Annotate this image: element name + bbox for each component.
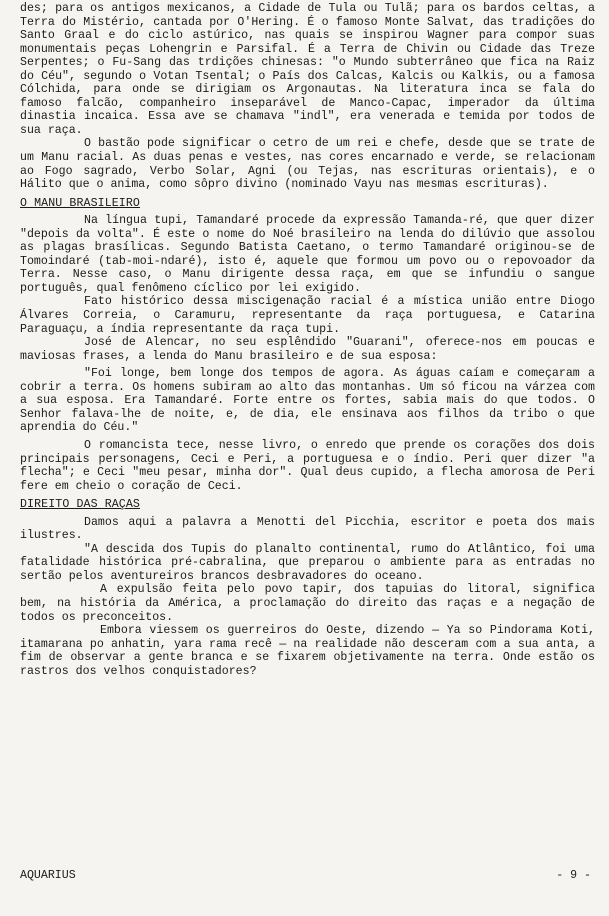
paragraph-legends: des; para os antigos mexicanos, a Cidade de Tula ou Tulã; para os bardos celtas, a Terra do Mistério, cantada por O'Hering. É o famoso Monte Salvat, das tradições do Santo Graal e do ciclo astúrico, nas quais se inspirou Wagner para compor suas monumentais peças Lohengrin e Parsifal. É a Terra de Chivin ou Cidade das Treze Serpentes; o Fu-Sang das trdições chinesas: "o Mundo subterrâneo que fica na Raiz do Céu", segundo o Votan Tsental; o País dos Calcas, Kalcis ou Kalkis, ou a famosa Cólchida, para onde se dirigiam os Argonautas. Na literatura inca se fala do famoso falcão, companheiro inseparável de Manco-Capac, imperador da última dinastia incaica. Essa ave se chamava "indl", era venerada e temida por todos de sua raça. xyxy=(20,2,595,137)
paragraph-guerreiros: Embora viessem os guerreiros do Oeste, dizendo — Ya so Pindorama Koti, itamarana po anhatin, yara rama recê — na realidade não desceram com a sua anta, a fim de observar a gente branca e se fixarem objetivamente na terra. Onde estão os rastros dos velhos conquistadores? xyxy=(20,624,595,678)
paragraph-romancista: O romancista tece, nesse livro, o enredo que prende os corações dos dois principais personagens, Ceci e Peri, a portuguesa e o índio. Peri quer dizer "a flecha"; e Ceci "meu pesar, minha dor". Qual deus cupido, a flecha amorosa de Peri fere em cheio o coração de Ceci. xyxy=(20,438,595,493)
page-number: - 9 - xyxy=(556,869,591,882)
footer-publication: AQUARIUS xyxy=(20,869,76,882)
page-footer xyxy=(20,869,591,883)
heading-direito-das-racas: DIREITO DAS RAÇAS xyxy=(20,498,140,512)
paragraph-bastao: O bastão pode significar o cetro de um rei e chefe, desde que se trate de um Manu racial. As duas penas e vestes, nas cores encarnado e verde, se relacionam ao Fogo sagrado, Verbo Solar, Agni (ou Tejas, nas escrituras orientais), e o Hálito que o anima, como sôpro divino (nominado Vayu nas mesmas escrituras). xyxy=(20,137,595,192)
paragraph-tamandare: Na língua tupi, Tamandaré procede da expressão Tamanda-ré, que quer dizer "depois da volta". É este o nome do Noé brasileiro na lenda do dilúvio que assolou as plagas brasílicas. Segundo Batista Caetano, o termo Tamandaré originou-se de Tomoindaré (tab-moi-ndaré), isto é, aquele que formou um povo ou o repovoador da Terra. Nesse caso, o Manu dirigente dessa raça, em que se infundiu o sangue português, qual fenômeno cíclico por lei exigido. xyxy=(20,214,595,295)
quote-tupis: "A descida dos Tupis do planalto continental, rumo do Atlântico, foi uma fatalidade histórica pré-cabralina, que preparou o ambiente para as entradas no sertão pelos aventureiros brancos desbravadores do oceano. xyxy=(20,542,595,583)
heading-manu-brasileiro: O MANU BRASILEIRO xyxy=(20,196,140,210)
paragraph-alencar: José de Alencar, no seu esplêndido "Guarani", oferece-nos em poucas e maviosas frases, a lenda do Manu brasileiro e de sua esposa: xyxy=(20,336,595,363)
paragraph-expulsao: A expulsão feita pelo povo tapir, dos tapuias do litoral, significa bem, na história da América, a proclamação do direito das raças e a negação de todos os preconceitos. xyxy=(20,583,595,624)
paragraph-miscigenacao: Fato histórico dessa miscigenação racial é a mística união entre Diogo Álvares Correia, o Caramuru, representante da raça portuguesa, e Catarina Paraguaçu, a índia representante da raça tupi. xyxy=(20,295,595,336)
paragraph-menotti: Damos aqui a palavra a Menotti del Picchia, escritor e poeta dos mais ilustres. xyxy=(20,515,595,543)
quote-guarani: "Foi longe, bem longe dos tempos de agora. As águas caíam e começaram a cobrir a terra. Os homens subiram ao alto das montanhas. Um só ficou na várzea com a sua esposa. Era Tamandaré. Forte entre os fortes, sabia mais do que todos. O Senhor falava-lhe de noite, e, de dia, ele ensinava aos filhos da tribo o que aprendia do Céu." xyxy=(20,367,595,435)
